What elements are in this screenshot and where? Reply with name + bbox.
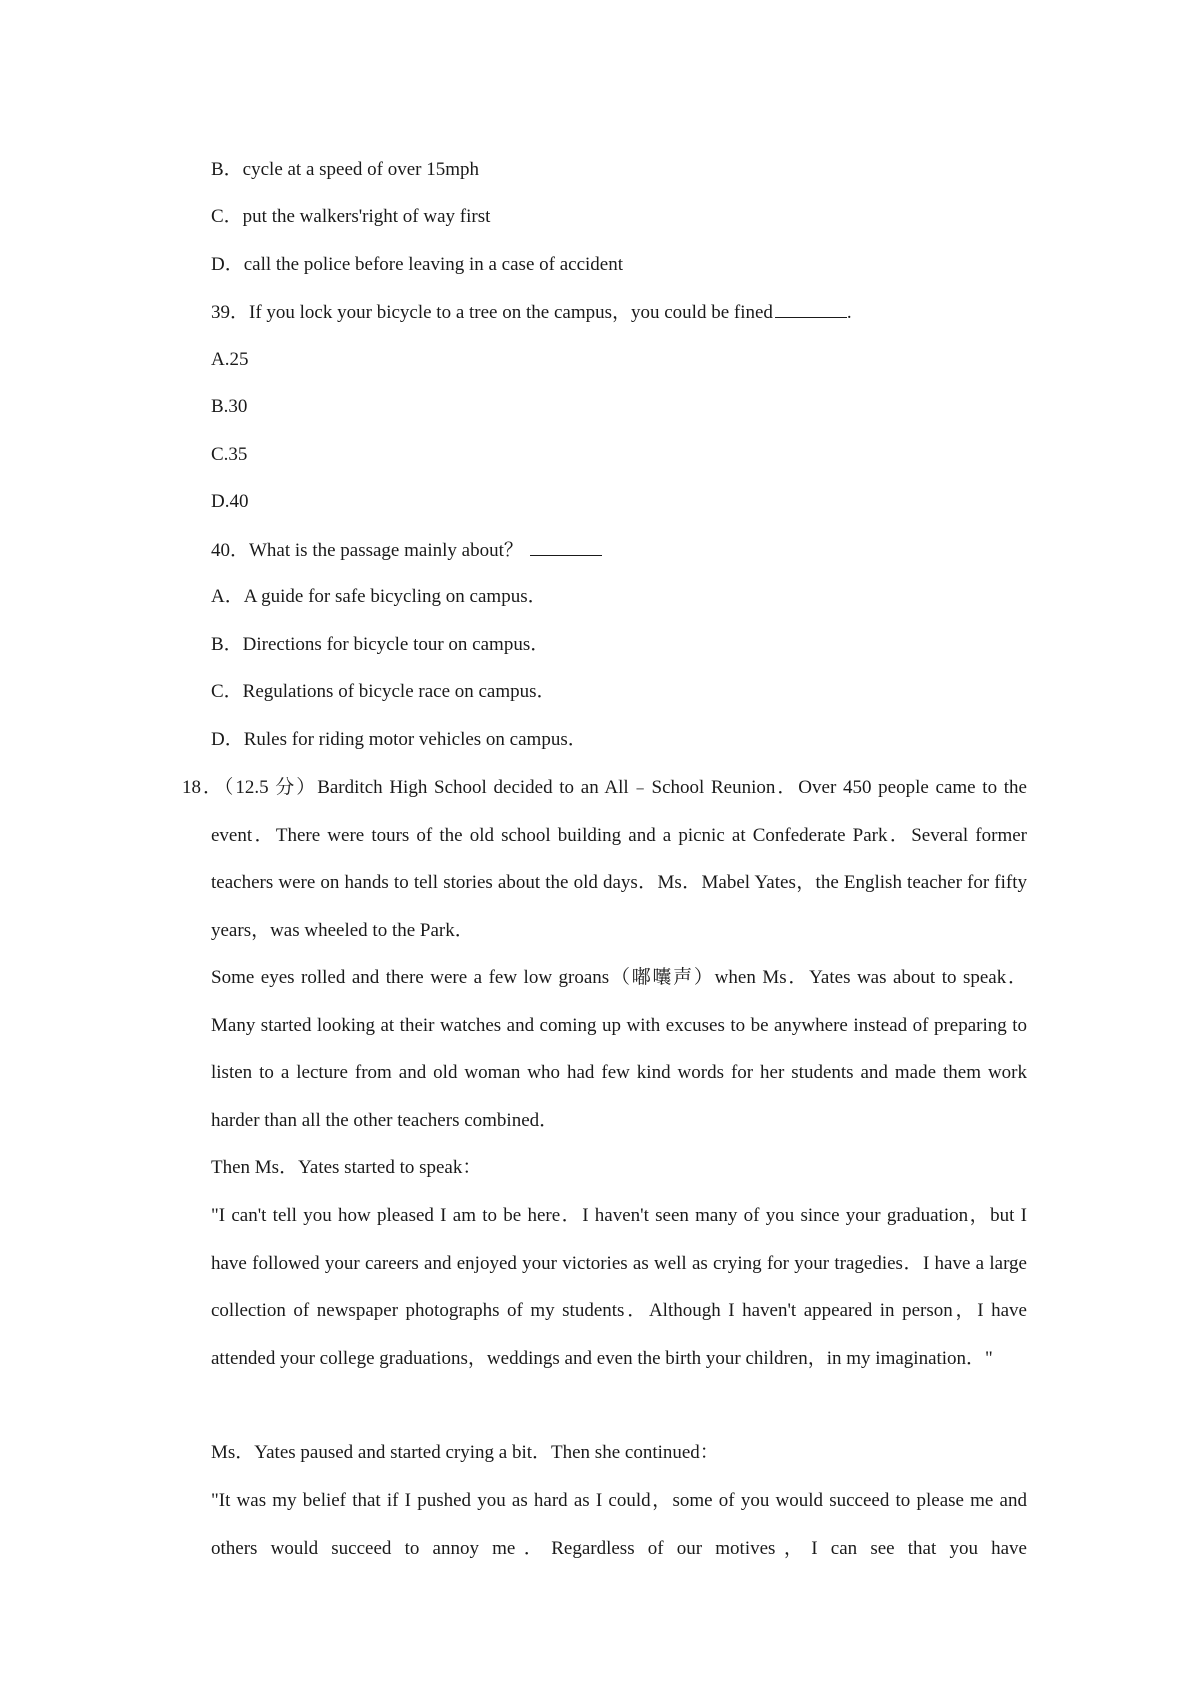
q18-para1-text: Barditch High School decided to an All﹣School Reunion．Over 450 people came to the event．There were tours of the old school building and a picnic at Confederate Park．Several former teachers were on hands to tell stories about the old days．Ms．Mabel Yates，the English teacher for fifty years，was wheeled to the Park．	[211, 777, 1027, 941]
answer-blank	[530, 538, 602, 556]
q40-stem-line	[211, 538, 602, 563]
q39-option-b: B.30	[211, 396, 248, 417]
q40-stem: 40．What is the passage mainly about？	[211, 540, 523, 561]
q18-paragraph-6: "It was my belief that if I pushed you as hard as I could，some of you would succeed to please me and others would succeed to annoy me．Regardless of our motives，I can see that you have	[211, 1490, 1027, 1559]
q40-option-c: C．Regulations of bicycle race on campus．	[211, 681, 556, 702]
q39-stem: 39．If you lock your bicycle to a tree on the campus，you could be fined	[211, 302, 773, 323]
q39-period: .	[846, 302, 852, 323]
q40-option-d: D．Rules for riding motor vehicles on campus．	[211, 729, 587, 750]
q40-option-b: B．Directions for bicycle tour on campus．	[211, 634, 550, 655]
q18-paragraph-3: Then Ms．Yates started to speak：	[211, 1157, 482, 1178]
q18-number: 18．（12.5 分）	[182, 777, 318, 798]
q18-paragraph-1	[182, 764, 1027, 954]
q38-option-b: B．cycle at a speed of over 15mph	[211, 159, 480, 180]
q18-paragraph-5: Ms．Yates paused and started crying a bit．Then she continued：	[211, 1442, 719, 1463]
q40-option-a: A．A guide for safe bicycling on campus．	[211, 586, 547, 607]
q39-option-d: D.40	[211, 491, 249, 512]
q39-stem-line	[211, 300, 852, 325]
q18-paragraph-4: "I can't tell you how pleased I am to be here．I haven't seen many of you since your graduation，but I have followed your careers and enjoyed your victories as well as crying for your tragedies．I have a large collection of newspaper photographs of my students．Although I haven't appeared in person，I have attended your college graduations，weddings and even the birth your children，in my imagination．"	[211, 1205, 1027, 1369]
q38-option-c: C．put the walkers'right of way first	[211, 206, 491, 227]
q39-option-a: A.25	[211, 349, 249, 370]
answer-blank	[775, 300, 847, 318]
q18-paragraph-2: Some eyes rolled and there were a few low groans（嘟囔声）when Ms．Yates was about to speak．Many started looking at their watches and coming up with excuses to be anywhere instead of preparing to listen to a lecture from and old woman who had few kind words for her students and made them work harder than all the other teachers combined．	[211, 967, 1027, 1131]
q39-option-c: C.35	[211, 444, 248, 465]
q38-option-d: D．call the police before leaving in a case of accident	[211, 254, 623, 275]
